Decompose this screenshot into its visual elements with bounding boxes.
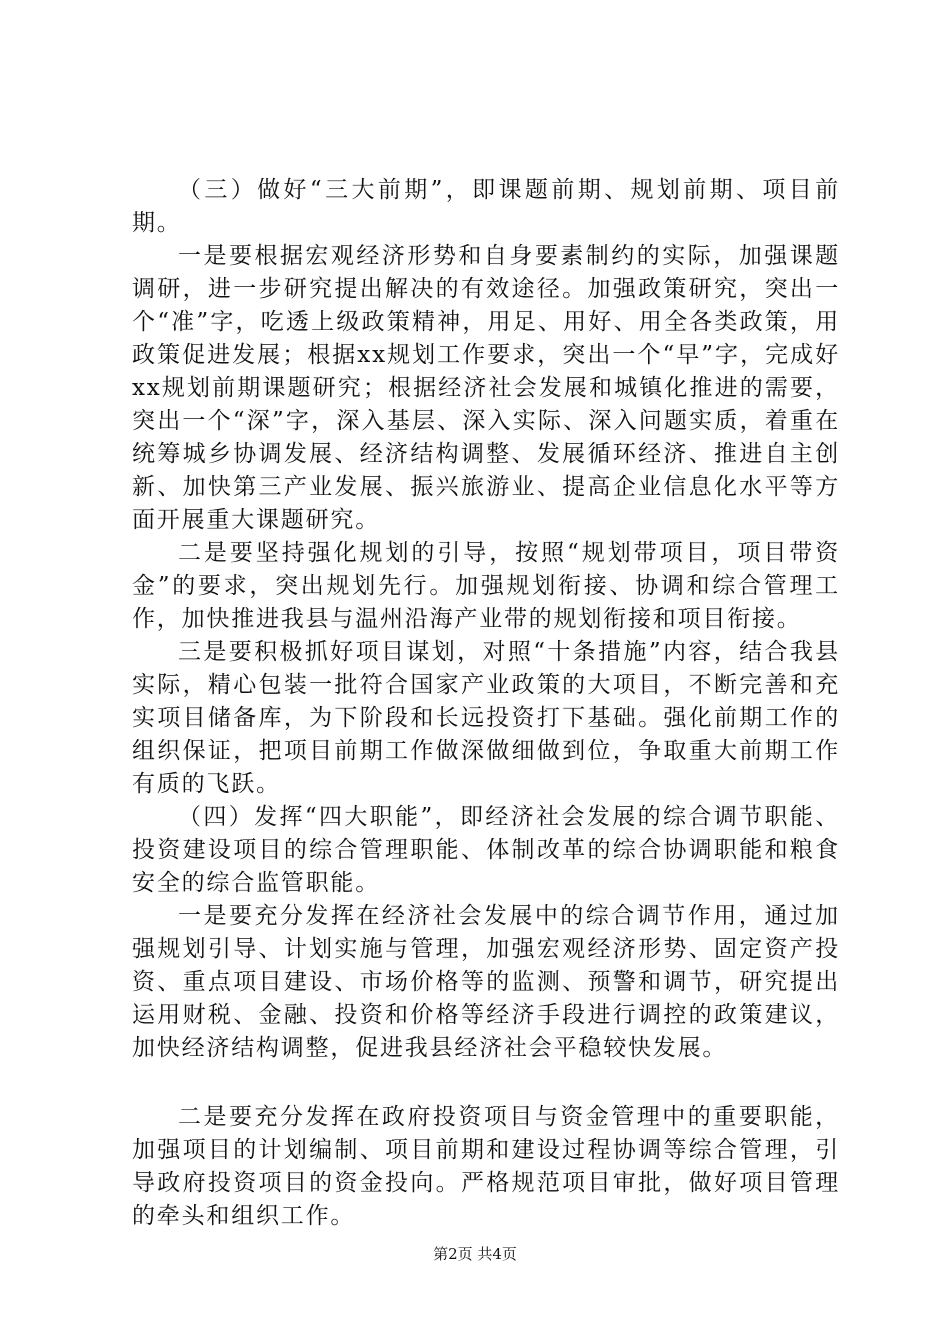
- paragraph-section-4-heading: （四）发挥“四大职能”，即经济社会发展的综合调节职能、投资建设项目的综合管理职能、体制改革的综合协调职能和粮食安全的综合监管职能。: [132, 804, 840, 896]
- paragraph-section-3-heading: （三）做好“三大前期”，即课题前期、规划前期、项目前期。: [132, 177, 840, 236]
- paragraph-regulation: 一是要充分发挥在经济社会发展中的综合调节作用，通过加强规划引导、计划实施与管理，加强宏观经济形势、固定资产投资、重点项目建设、市场价格等的监测、预警和调节，研究提出运用财税、金融、投资和价格等经济手段进行调控的政策建议，加快经济结构调整，促进我县经济社会平稳较快发展。: [132, 903, 840, 1061]
- paragraph-research: 一是要根据宏观经济形势和自身要素制约的实际，加强课题调研，进一步研究提出解决的有效途径。加强政策研究，突出一个“准”字，吃透上级政策精神，用足、用好、用全各类政策，用政策促进发展；根据xx规划工作要求，突出一个“早”字，完成好xx规划前期课题研究；根据经济社会发展和城镇化推进的需要，突出一个“深”字，深入基层、深入实际、深入问题实质，着重在统筹城乡协调发展、经济结构调整、发展循环经济、推进自主创新、加快第三产业发展、振兴旅游业、提高企业信息化水平等方面开展重大课题研究。: [132, 243, 840, 533]
- page-footer: 第2页 共4页: [433, 1245, 517, 1263]
- document-body: [132, 174, 840, 1233]
- paragraph-gap: [132, 1065, 840, 1101]
- paragraph-planning: 二是要坚持强化规划的引导，按照“规划带项目，项目带资金”的要求，突出规划先行。加强规划衔接、协调和综合管理工作，加快推进我县与温州沿海产业带的规划衔接和项目衔接。: [132, 540, 840, 632]
- paragraph-investment: 二是要充分发挥在政府投资项目与资金管理中的重要职能，加强项目的计划编制、项目前期和建设过程协调等综合管理，引导政府投资项目的资金投向。严格规范项目审批，做好项目管理的牵头和组织工作。: [132, 1104, 840, 1229]
- paragraph-projects: 三是要积极抓好项目谋划，对照“十条措施”内容，结合我县实际，精心包装一批符合国家产业政策的大项目，不断完善和充实项目储备库，为下阶段和长远投资打下基础。强化前期工作的组织保证，把项目前期工作做深做细做到位，争取重大前期工作有质的飞跃。: [132, 639, 840, 797]
